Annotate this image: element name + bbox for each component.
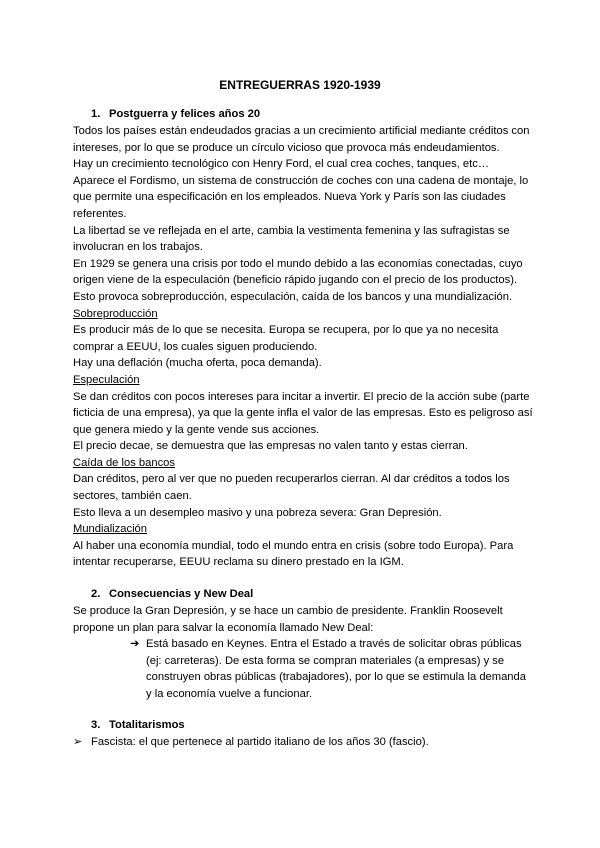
arrow-bullet-icon: ➔ (130, 638, 140, 651)
section-number: 2. (91, 588, 101, 601)
subsection-title-especulacion: Especulación (73, 373, 140, 386)
section-number: 1. (91, 108, 101, 120)
paragraph: Es producir más de lo que se necesita. Europa se recupera, por lo que ya no necesita comprar a EEUU, los cuales siguen produciendo. (73, 324, 499, 353)
bullet-text: Está basado en Keynes. Entra el Estado a través de solicitar obras públicas (ej: carreteras). De esta forma se compran materiales (a empresas) y se construyen obras públicas (trabajadores), por lo que se estimula la demanda y la economía vuelve a funcionar. (146, 638, 526, 700)
paragraph: El precio decae, se demuestra que las empresas no valen tanto y estas cierran. (73, 440, 468, 453)
document-title: ENTREGUERRAS 1920-1939 (219, 78, 381, 92)
paragraph: Se dan créditos con pocos intereses para incitar a invertir. El precio de la acción sube (parte ficticia de una empresa), ya que la gente infla el valor de las empresas. Esto es peligroso así que genera miedo y la gente vende sus acciones. (73, 390, 533, 436)
bullet-item (73, 636, 533, 702)
section-heading-1 (91, 106, 533, 123)
subsection-title-mundializacion: Mundialización (73, 523, 148, 536)
section-title: Totalitarismos (109, 718, 185, 731)
paragraph: Al haber una economía mundial, todo el mundo entra en crisis (sobre todo Europa). Para intentar recuperarse, EEUU reclama su dinero prestado en la IGM. (73, 539, 514, 569)
paragraph: Dan créditos, pero al ver que no pueden recuperarlos cierran. Al dar créditos a todos los sectores, también caen. (73, 473, 510, 503)
section-heading-2 (91, 586, 533, 603)
section-title: Consecuencias y New Deal (109, 588, 254, 601)
section-title: Postguerra y felices años 20 (109, 108, 261, 120)
paragraph: Esto lleva a un desempleo masivo y una pobreza severa: Gran Depresión. (73, 506, 442, 519)
paragraph: La libertad se ve reflejada en el arte, cambia la vestimenta femenina y las sufragistas se involucran en los trabajos. (73, 224, 510, 254)
paragraph: Se produce la Gran Depresión, y se hace un cambio de presidente. Franklin Roosevelt propone un plan para salvar la economía llamado New Deal: (73, 605, 503, 634)
document-body (73, 106, 533, 750)
section-number: 3. (91, 718, 101, 731)
paragraph: En 1929 se genera una crisis por todo el mundo debido a las economías conectadas, cuyo origen viene de la especulación (beneficio rápido jugando con el precio de los productos). (73, 257, 523, 287)
paragraph: Esto provoca sobreproducción, especulación, caída de los bancos y una mundialización. (73, 290, 513, 303)
bullet-item (73, 734, 533, 751)
subsection-title-sobreproduccion: Sobreproducción (73, 307, 158, 320)
subsection-title-caida-bancos: Caída de los bancos (73, 456, 175, 469)
paragraph: Hay una deflación (mucha oferta, poca demanda). (73, 357, 322, 370)
paragraph: Todos los países están endeudados gracias a un crecimiento artificial mediante créditos con intereses, por lo que se produce un círculo vicioso que provoca más endeudamientos. (73, 125, 530, 154)
paragraph: Hay un crecimiento tecnológico con Henry Ford, el cual crea coches, tanques, etc… Aparece el Fordismo, un sistema de construcción de coches con una cadena de montaje, lo que permite una especificación en los empleados. Nueva York y París son las ciudades referentes. (73, 158, 529, 220)
section-heading-3 (91, 717, 533, 734)
bullet-text: Fascista: el que pertenece al partido italiano de los años 30 (fascio). (91, 735, 429, 748)
arrowhead-bullet-icon: ➢ (73, 735, 83, 748)
